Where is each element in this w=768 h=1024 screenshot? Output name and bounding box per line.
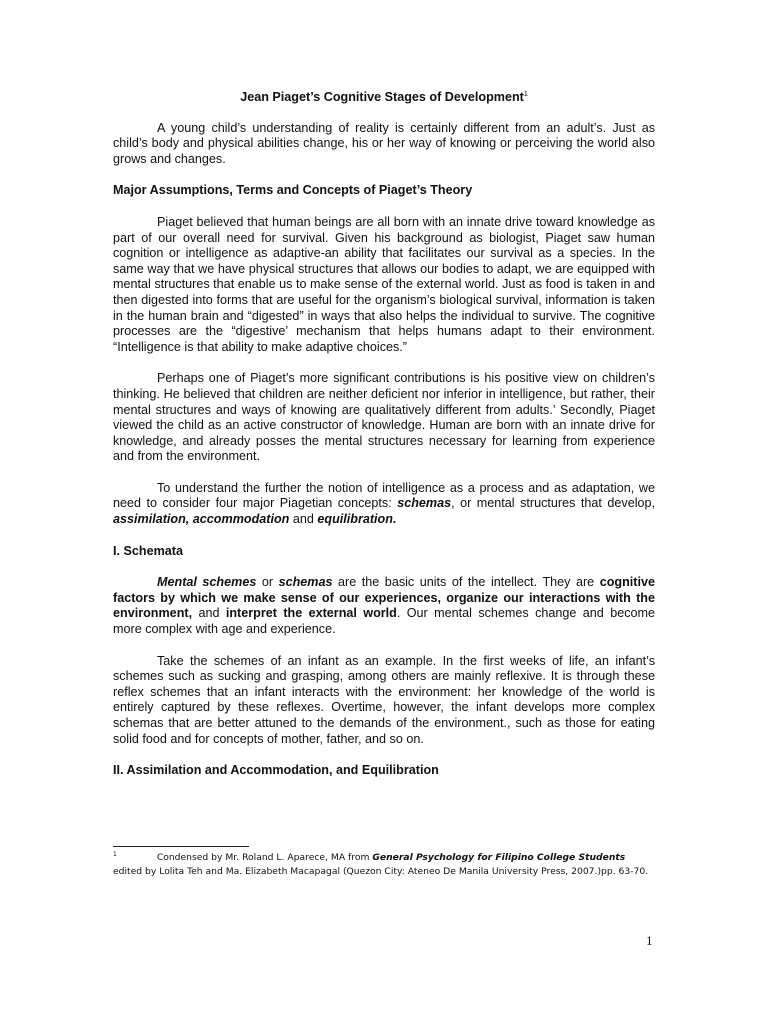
footnote-mark: 1 <box>113 850 117 858</box>
definition-bold-1: cognitive factors by which we make sense of our experiences, organize our interactions with the environment, <box>113 575 655 621</box>
title-footnote-mark: 1 <box>523 90 528 98</box>
term-mental-schemes: Mental schemes <box>157 575 257 590</box>
page-number: 1 <box>646 933 653 948</box>
document-body <box>113 90 655 795</box>
term-schemas: schemas <box>397 496 452 511</box>
intro-paragraph: A young child’s understanding of reality is certainly different from an adult’s. Just as child’s body and physical abilities change, his or her way of knowing or perceiving the world also grows and changes. <box>113 120 655 166</box>
paragraph-contributions: Perhaps one of Piaget’s more significant contributions is his positive view on children’s thinking. He believed that children are neither deficient nor inferior in intelligence, but rather, their mental structures and ways of knowing are qualitatively different from adults.’ Secondly, Piaget viewed the child as an active constructor of knowledge. Human are born with an innate drive for knowledge, and already posses the mental structures necessary for learning from experience and from the environment. <box>113 371 655 464</box>
paragraph-mental-schemes: Mental schemes or schemas are the basic units of the intellect. They are cognitive factors by which we make sense of our experiences, organize our interactions with the environment, and interpret the external world. Our mental schemes change and become more complex with age and experience. <box>113 575 655 637</box>
paragraph-concepts: To understand the further the notion of intelligence as a process and as adaptation, we need to consider four major Piagetian concepts: schemas, or mental structures that develop, assimilation, accommodation and equilibration. <box>113 480 655 527</box>
paragraph-infant-example: Take the schemes of an infant as an example. In the first weeks of life, an infant’s schemes such as sucking and grasping, among others are mainly reflexive. It is through these reflex schemes that an infant interacts with the environment: her knowledge of the world is entirely captured by these reflexes. Overtime, however, the infant develops more complex schemas that are better attuned to the demands of the environment., such as those for eating solid food and for concepts of mother, father, and so on. <box>113 653 655 746</box>
paragraph-innate-drive: Piaget believed that human beings are all born with an innate drive toward knowledge as part of our overall need for survival. Given his background as biologist, Piaget saw human cognition or intelligence as adaptive-an ability that facilitates our survival as a species. In the same way that we have physical structures that allows our bodies to adapt, we are equipped with mental structures that enable us to make sense of the external world. Just as food is taken in and then digested into forms that are useful for the organism’s biological survival, information is taken in the human brain and “digested” in ways that also helps the individual to survive. The cognitive processes are the “digestive’ mechanism that helps humans adapt to their environment. “Intelligence is that ability to make adaptive choices.” <box>113 214 655 354</box>
page-title: Jean Piaget’s Cognitive Stages of Development$^1$ <box>240 90 528 104</box>
footnote-book-title: General Psychology for Filipino College Students <box>372 852 626 863</box>
definition-bold-2: interpret the external world <box>225 606 397 621</box>
term-schemas-2: schemas <box>278 575 333 590</box>
term-equilibration: equilibration. <box>317 512 397 527</box>
section-heading-assimilation: II. Assimilation and Accommodation, and Equilibration <box>113 763 439 778</box>
term-assimilation-accommodation: assimilation, accommodation <box>113 512 290 527</box>
footnote: $^1$ Condensed by Mr. Roland L. Aparece, MA from General Psychology for Filipino College Students edited by Lolita Teh and Ma. Elizabeth Macapagal (Quezon City: Ateneo De Manila University Press, 2007.)pp. 63-70. <box>113 850 649 877</box>
section-heading-major: Major Assumptions, Terms and Concepts of Piaget’s Theory <box>113 183 473 198</box>
section-heading-schemata: I. Schemata <box>113 543 183 558</box>
footnote-divider <box>113 846 249 847</box>
